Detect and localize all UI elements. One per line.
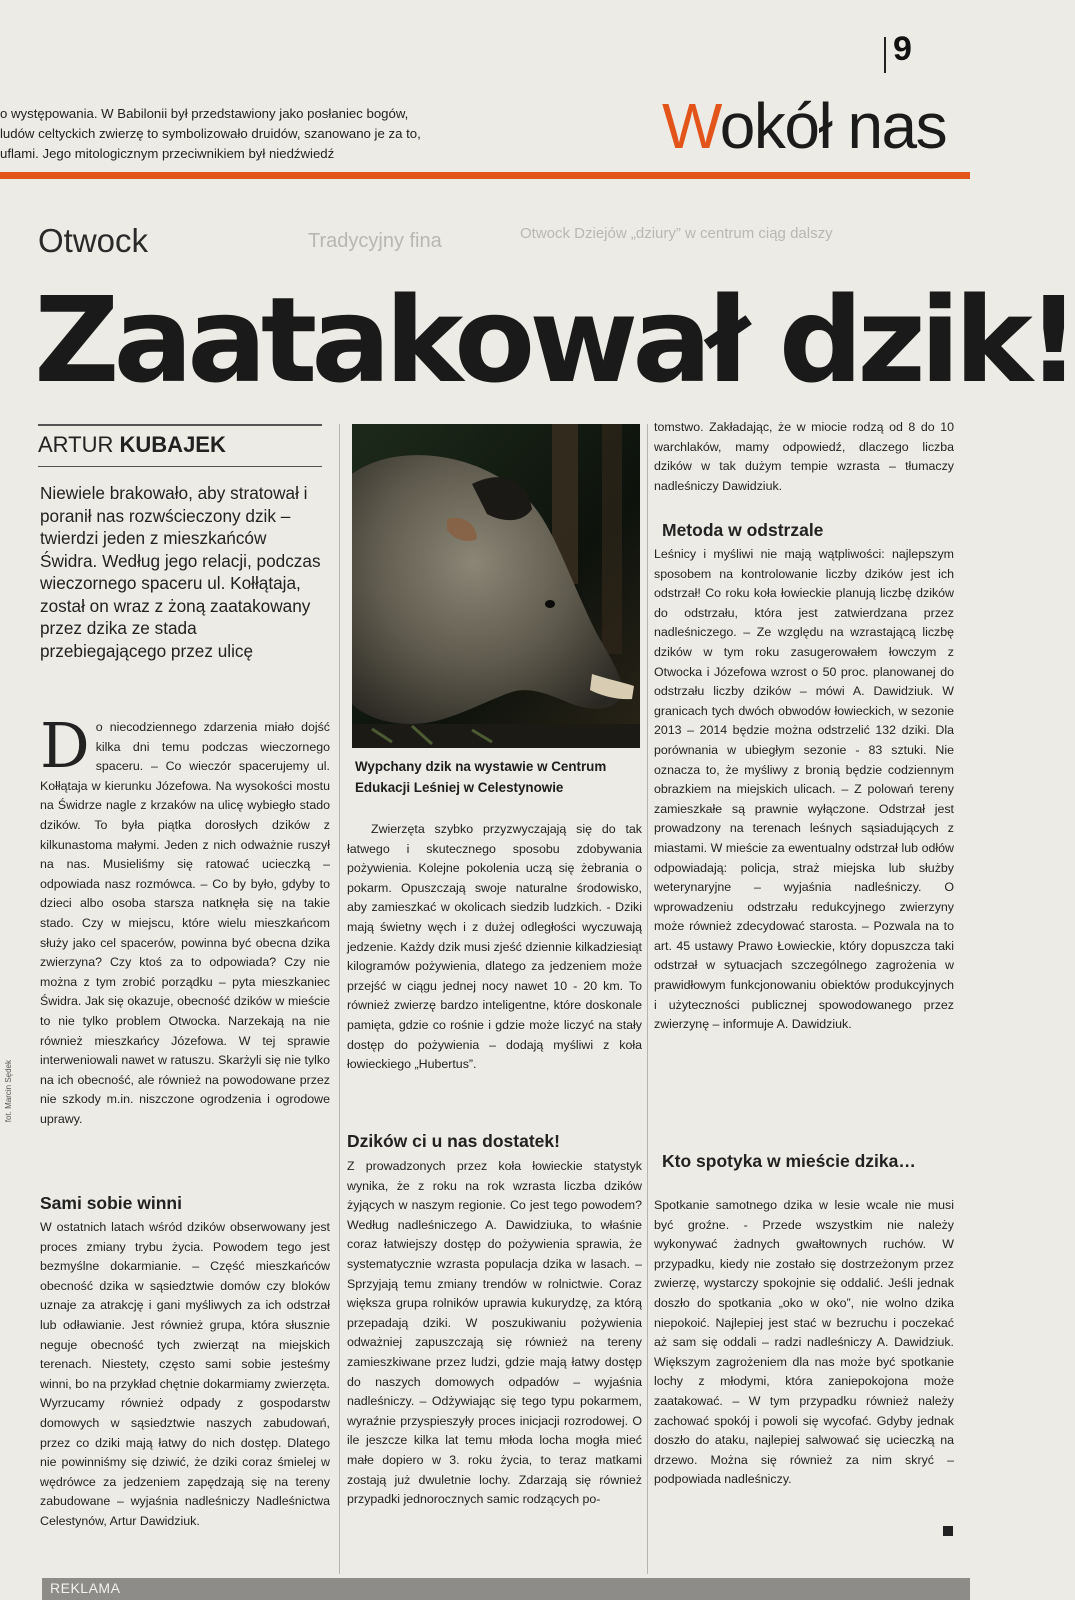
section-rule <box>0 172 970 179</box>
article-column-3 <box>654 418 954 496</box>
page-number-bar <box>884 37 886 73</box>
paragraph: o niecodziennego zdarzenia miało dojść kilka dni temu podczas wieczornego spaceru. – Co wieczór spacerujemy ul. Kołłątaja w kierunku Józefowa. Na wysokości mostu na Świdrze nagle z krzaków na ulicę wybiegło stado dzików. To była piątka dorosłych dzików z kilkunastoma małymi. Jeden z nich odważnie ruszył na nas. Musieliśmy się ratować ucieczką – odpowiada nasz rozmówca. – Co by było, gdyby to dzieci albo osoba starsza natknęła się na takie stado. Czy w miejscu, które wielu mieszkańcom służy jako cel spacerów, powinna być obecna dzika zwierzyna? Czy ktoś za to odpowiada? Czy nie można z tym zrobić porządku – pyta mieszkaniec Świdra. Jak się okazuje, obecność dzików w mieście to nie tylko problem Otwocka. Narzekają na nie również mieszkańcy Józefowa. W tej sprawie interweniowali nawet w ratuszu. Skarżyli się nie tylko na ich obecność, ale również na powodowane przez nie szkody m.in. niszczone ogrodzenia i ogrodowe uprawy. <box>40 720 330 1126</box>
subheading: Dzików ci u nas dostatek! <box>347 1131 560 1151</box>
article-column-1-continued <box>40 1218 330 1532</box>
photo-caption: Wypchany dzik na wystawie w Centrum Edukacji Leśniej w Celestynowie <box>355 759 607 795</box>
footer-bar <box>42 1578 970 1600</box>
lead-paragraph: Niewiele brakowało, aby stratował i poranił nas rozwścieczony dzik – twierdzi jeden z mieszkańców Świdra. Według jego relacji, podczas wieczornego spaceru ul. Kołłątaja, został on wraz z żoną zaatakowany przez dzika ze stada przebiegającego przez ulicę <box>40 483 321 661</box>
section-title-initial: W <box>662 90 720 162</box>
byline <box>38 432 226 458</box>
top-snippet-line: ludów celtyckich zwierzę to symbolizowało druidów, szanowano je za to, <box>0 126 421 141</box>
article-column-2-continued <box>347 1157 642 1510</box>
location-label: Otwock <box>38 222 149 259</box>
article-column-3-final <box>654 1196 954 1490</box>
paragraph: tomstwo. Zakładając, że w miocie rodzą od 8 do 10 warchlaków, mamy odpowiedź, dlaczego liczba dzików w tak dużym tempie wzrasta – tłumaczy nadleśniczy Dawidziuk. <box>654 420 954 493</box>
article-column-3-continued <box>654 545 954 1035</box>
top-snippet-line: uflami. Jego mitologicznym przeciwnikiem był niedźwiedź <box>0 146 335 161</box>
top-snippet <box>0 104 470 164</box>
subheading: Metoda w odstrzale <box>662 520 824 540</box>
top-snippet-line: o występowania. W Babilonii był przedstawiony jako posłaniec bogów, <box>0 106 409 121</box>
article-end-mark <box>943 1526 953 1536</box>
advertisement-label: REKLAMA <box>50 1580 121 1596</box>
section-title <box>662 86 946 166</box>
photo-credit: fot. Marcin Sędek <box>4 1060 13 1123</box>
subheading: Sami sobie winni <box>40 1193 182 1213</box>
article-column-2 <box>347 820 642 1075</box>
paragraph: W ostatnich latach wśród dzików obserwowany jest proces zmiany trybu życia. Powodem tego jest bezmyślne dokarmianie. – Część mieszkańców obecność dzika w sąsiedztwie domów czy bloków uznaje za atrakcję i gani myśliwych za ich odstrzał lub odławianie. Jest również grupa, która słusznie neguje obecność tych zwierząt na miejskich terenach. Niestety, często sami sobie jesteśmy winni, bo na przykład chętnie dokarmiamy zwierzęta. Wyrzucamy również odpady z gospodarstw domowych w sąsiedztwie naszych zabudowań, przez co dziki mają łatwy do nich dostęp. Dlatego nie powinniśmy się dziwić, że dziki coraz śmielej w wędrówce za jedzeniem zapędzają się na tereny zabudowane – wyjaśnia nadleśniczy Nadleśnictwa Celestynów, Artur Dawidziuk. <box>40 1220 330 1528</box>
author-last-name: KUBAJEK <box>119 432 226 457</box>
byline-rule <box>38 466 322 467</box>
paragraph: Zwierzęta szybko przyzwyczajają się do tak łatwego i skutecznego sposobu zdobywania pożywienia. Kolejne pokolenia uczą się żebrania o pokarm. Opuszczają swoje naturalne środowisko, aby zamieszkać w okolicach siedzib ludzkich. - Dziki mają świetny węch i z dużej odległości wyczuwają jedzenie. Każdy dzik musi zjeść dziennie kilkadziesiąt kilogramów pożywienia, dlatego za jedzeniem może przejść w ciągu jednej nocy nawet 10 - 20 km. To również zwierzę bardzo inteligentne, które doskonale pamięta, gdzie co rośnie i gdzie może liczyć na stały dostęp do pożywienia – dodają myśliwi z koła łowieckiego „Hubertus”. <box>347 822 642 1072</box>
paragraph: Leśnicy i myśliwi nie mają wątpliwości: najlepszym sposobem na kontrolowanie liczby dzików jest ich odstrzał! Co roku koła łowieckie planują liczbę dzików do odstrzału, która jest zatwierdzana przez nadleśniczego. – Ze względu na wzrastającą liczbę dzików w tym roku zasugerowałem łowczym z Otwocka i Józefowa wzrost o 50 proc. planowanej do odstrzału liczby dzików – mówi A. Dawidziuk. W granicach tych dwóch obwodów łowieckich, w sezonie 2013 – 2014 będzie można odstrzelić 132 dziki. Dla porównania w ubiegłym sezonie - 83 sztuki. Nie oznacza to, że myśliwy z bronią będzie codziennym obrazkiem na miejskich ulicach. – Z polowań tereny zamieszkałe są prawnie wyłączone. Odstrzał jest prowadzony na terenach leśnych sąsiadujących z miastami. W mieście za ewentualny odstrzał lub odłów odpowiadają: policja, straż miejska lub służby weterynaryjne – wyjaśnia nadleśniczy. O wprowadzeniu odstrzału redukcyjnego zwierzyny może również zdecydować starosta. – Pozwala na to art. 45 ustawy Prawo Łowieckie, który dopuszcza taki odstrzał w sytuacjach szczególnego zagrożenia w prawidłowym funkcjonowaniu obiektów produkcyjnych i użyteczności publicznej spowodowanego przez zwierzynę – informuje A. Dawidziuk. <box>654 547 954 1032</box>
subheading: Kto spotyka w mieście dzika… <box>662 1151 916 1171</box>
article-column-1 <box>40 709 330 1129</box>
author-first-name: ARTUR <box>38 432 114 457</box>
section-title-rest: okół nas <box>719 90 947 162</box>
page-number: 9 <box>893 30 912 68</box>
bleed-through-text: Otwock Dziejów „dziury” w centrum ciąg dalszy <box>520 225 833 242</box>
column-divider <box>339 424 340 1574</box>
paragraph: Z prowadzonych przez koła łowieckie statystyk wynika, że z roku na rok wzrasta liczba dzików żyjących w naszym regionie. Co jest tego powodem? Według nadleśniczego A. Dawidziuka, to właśnie coraz łatwiejszy dostęp do pożywienia sprawia, że systematycznie wzrasta populacja dzika w lasach. – Sprzyjają temu zmiany trendów w rolnictwie. Coraz większa grupa rolników uprawia kukurydzę, za którą przepadają dziki. W poszukiwaniu pożywienia odważniej zapuszczają się również na tereny zamieszkiwane przez ludzi, gdzie mają łatwy dostęp do naszych domowych odpadów – wyjaśnia nadleśniczy. – Odżywiając się tego typu pokarmem, wyraźnie przyspieszyły proces inicjacji rozrodowej. O ile jeszcze kilka lat temu młoda locha mogła mieć małe dopiero w 3. roku życia, to teraz matkami zostają już dwuletnie lochy. Zdarzają się również przypadki jednorocznych samic rodzących po- <box>347 1159 642 1507</box>
drop-cap: D <box>40 709 90 782</box>
wild-boar-photo <box>352 424 640 748</box>
bleed-through-text: Tradycyjny fina <box>308 230 442 252</box>
column-divider <box>647 424 648 1574</box>
byline-rule <box>38 424 322 426</box>
headline: Zaatakował dzik! <box>34 271 1075 409</box>
paragraph: Spotkanie samotnego dzika w lesie wcale nie musi być groźne. - Przede wszystkim nie należy wykonywać żadnych gwałtownych ruchów. W przypadku, kiedy nie zostało się dostrzeżonym przez zwierzę, wystarczy spokojnie się oddalić. Jeśli jednak doszło do spotkania „oko w oko”, nie wolno dzika niepokoić. Najlepiej jest stać w bezruchu i poczekać aż sam się oddali – radzi nadleśniczy A. Dawidziuk. Większym zagrożeniem dla nas może być spotkanie lochy z młodymi, która zaniepokojona może zaatakować. – W tym przypadku również należy zachować spokój i powoli się wycofać. Gdyby jednak doszło do ataku, najlepiej salwować się ucieczką na drzewo. Można się również za nim skryć – podpowiada nadleśniczy. <box>654 1198 954 1487</box>
boar-illustration <box>352 424 640 748</box>
